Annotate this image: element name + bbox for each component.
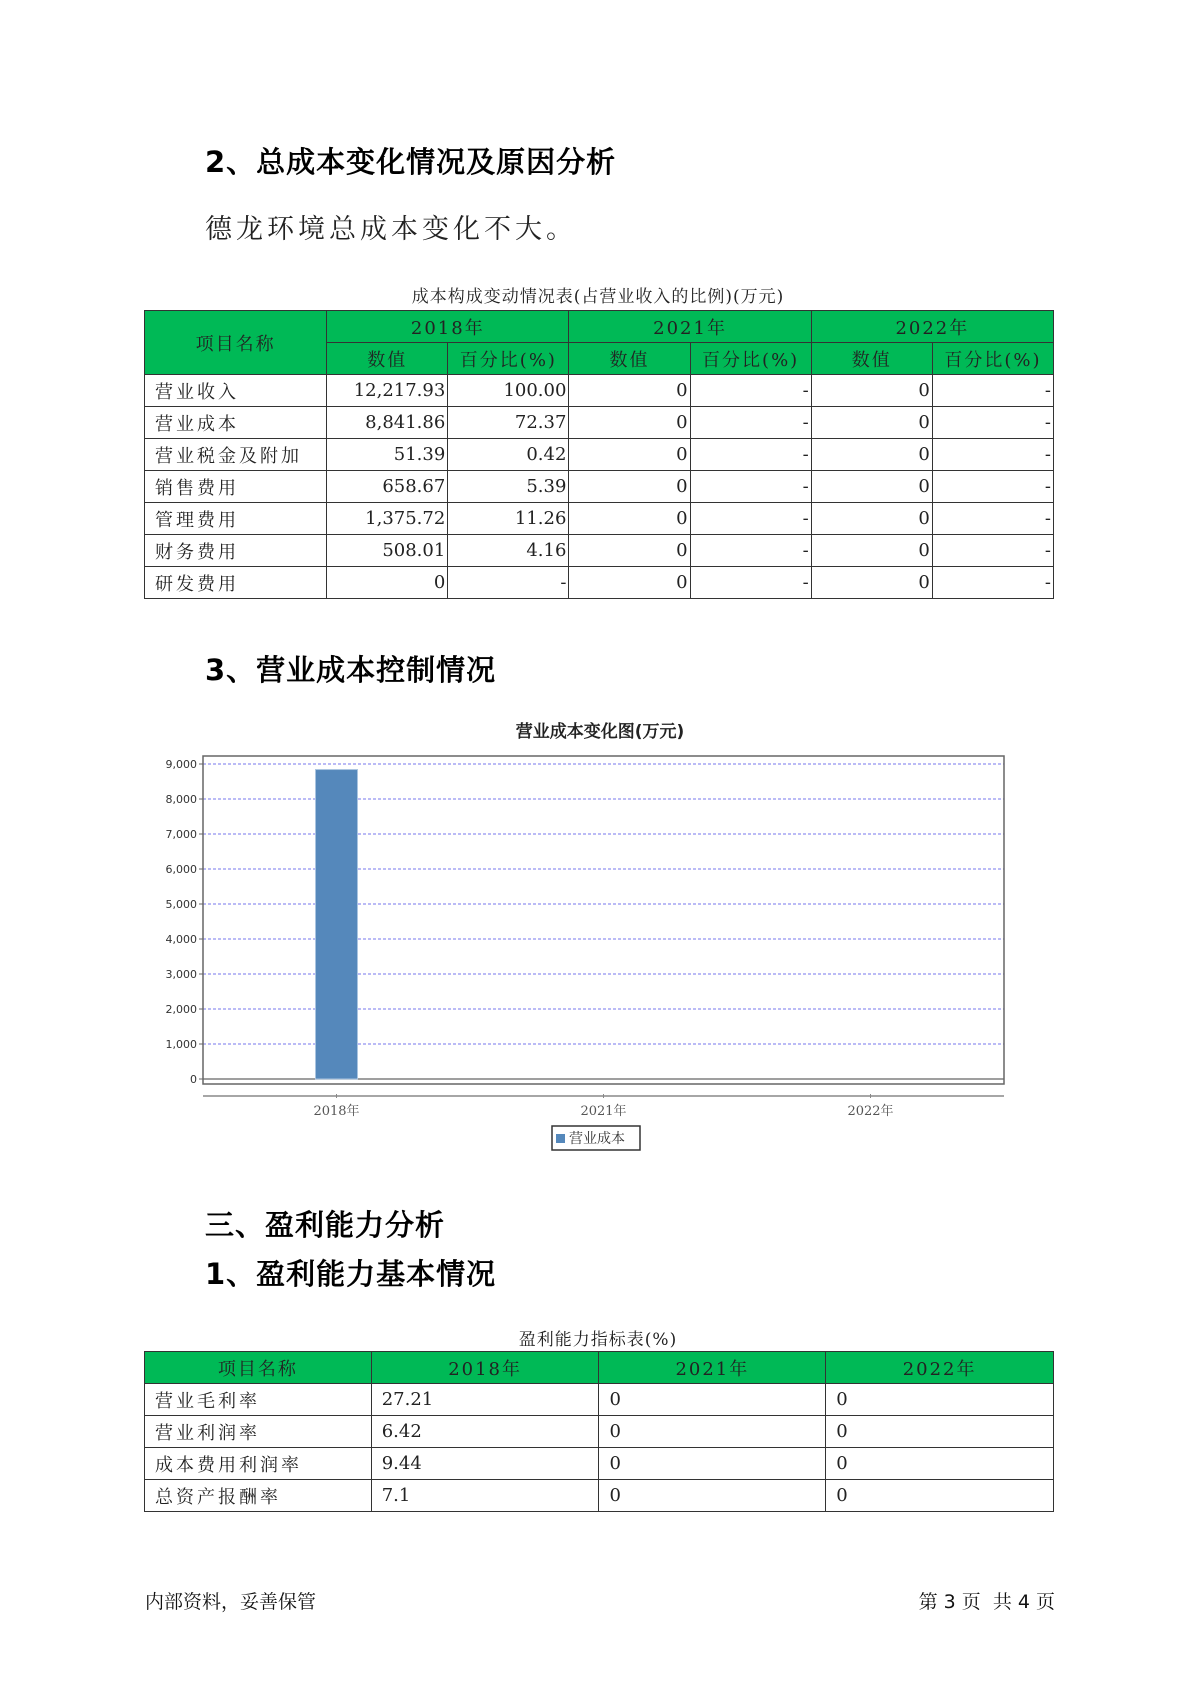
subheader-percent: 百分比(%)	[448, 343, 569, 375]
cell-value: 0	[811, 471, 932, 503]
header-item-name: 项目名称	[145, 1352, 372, 1384]
cell-percent: -	[932, 407, 1053, 439]
cell-value: 51.39	[327, 439, 448, 471]
cell-value: 0	[811, 407, 932, 439]
bar	[316, 770, 358, 1079]
table-row	[145, 1384, 1054, 1416]
profit-table-caption: 盈利能力指标表(%)	[518, 1330, 678, 1350]
cell-percent: -	[932, 503, 1053, 535]
table-row	[145, 567, 1054, 599]
row-item-name: 营业收入	[145, 375, 327, 407]
row-item-name: 营业成本	[145, 407, 327, 439]
cell-value: 0	[569, 375, 690, 407]
operating-cost-bar-chart	[150, 710, 1050, 1170]
footer-page-number: 第 3 页 共 4 页	[918, 1591, 1055, 1613]
header-year: 2021年	[569, 311, 811, 343]
subheader-percent: 百分比(%)	[932, 343, 1053, 375]
x-tick-label: 2022年	[847, 1104, 894, 1119]
legend-swatch	[556, 1134, 565, 1143]
y-tick-label: 5,000	[165, 898, 197, 911]
cell-value: 0	[811, 535, 932, 567]
cell-percent: -	[932, 375, 1053, 407]
y-tick-label: 8,000	[165, 793, 197, 806]
cell-value: 12,217.93	[327, 375, 448, 407]
x-tick-label: 2021年	[580, 1104, 627, 1119]
total-cost-paragraph: 德龙环境总成本变化不大。	[205, 214, 577, 245]
table-row	[145, 375, 1054, 407]
header-item-name: 项目名称	[145, 311, 327, 375]
y-tick-label: 7,000	[165, 828, 197, 841]
row-item-name: 营业税金及附加	[145, 439, 327, 471]
cell-value: 0	[569, 535, 690, 567]
row-item-name: 营业毛利率	[145, 1384, 372, 1416]
cell-value: 1,375.72	[327, 503, 448, 535]
cell-value: 0	[599, 1416, 826, 1448]
cell-percent: 100.00	[448, 375, 569, 407]
cell-percent: -	[690, 535, 811, 567]
cell-percent: -	[932, 567, 1053, 599]
subheader-percent: 百分比(%)	[690, 343, 811, 375]
section-heading-operating-cost: 3、营业成本控制情况	[205, 653, 497, 687]
row-item-name: 财务费用	[145, 535, 327, 567]
cell-value: 8,841.86	[327, 407, 448, 439]
cell-value: 0	[327, 567, 448, 599]
cell-value: 0	[826, 1448, 1054, 1480]
cell-percent: 0.42	[448, 439, 569, 471]
cell-value: 0	[811, 375, 932, 407]
row-item-name: 成本费用利润率	[145, 1448, 372, 1480]
cell-percent: 11.26	[448, 503, 569, 535]
table-row	[145, 503, 1054, 535]
cell-percent: -	[932, 471, 1053, 503]
cell-value: 0	[569, 439, 690, 471]
subheader-value: 数值	[569, 343, 690, 375]
y-tick-label: 1,000	[165, 1038, 197, 1051]
cell-percent: -	[690, 567, 811, 599]
row-item-name: 研发费用	[145, 567, 327, 599]
cell-value: 0	[569, 567, 690, 599]
cell-value: 658.67	[327, 471, 448, 503]
table-row	[145, 1416, 1054, 1448]
cell-value: 0	[569, 503, 690, 535]
cost-table-caption: 成本构成变动情况表(占营业收入的比例)(万元)	[411, 287, 785, 307]
profitability-table	[144, 1351, 1054, 1512]
y-tick-label: 6,000	[165, 863, 197, 876]
y-tick-label: 9,000	[165, 758, 197, 771]
cell-value: 9.44	[371, 1448, 599, 1480]
cell-percent: -	[932, 439, 1053, 471]
cell-percent: -	[690, 407, 811, 439]
row-item-name: 管理费用	[145, 503, 327, 535]
cell-value: 0	[599, 1384, 826, 1416]
row-item-name: 总资产报酬率	[145, 1480, 372, 1512]
cell-percent: -	[690, 503, 811, 535]
row-item-name: 营业利润率	[145, 1416, 372, 1448]
footer-confidential-note: 内部资料，妥善保管	[145, 1591, 317, 1613]
cell-percent: -	[448, 567, 569, 599]
cell-value: 0	[599, 1480, 826, 1512]
cell-value: 27.21	[371, 1384, 599, 1416]
table-row	[145, 407, 1054, 439]
y-tick-label: 3,000	[165, 968, 197, 981]
header-year: 2018年	[327, 311, 569, 343]
cell-value: 7.1	[371, 1480, 599, 1512]
cell-value: 0	[826, 1384, 1054, 1416]
header-year: 2022年	[826, 1352, 1054, 1384]
legend-label: 营业成本	[569, 1131, 625, 1147]
header-year: 2022年	[811, 311, 1053, 343]
cell-percent: -	[690, 375, 811, 407]
cell-percent: -	[690, 439, 811, 471]
chart-legend	[552, 1126, 640, 1150]
table-row	[145, 535, 1054, 567]
cell-value: 0	[599, 1448, 826, 1480]
cell-percent: 5.39	[448, 471, 569, 503]
subheader-value: 数值	[811, 343, 932, 375]
chart-title: 营业成本变化图(万元)	[515, 722, 685, 742]
cell-value: 0	[569, 407, 690, 439]
cell-value: 6.42	[371, 1416, 599, 1448]
subheader-value: 数值	[327, 343, 448, 375]
cell-percent: -	[932, 535, 1053, 567]
y-tick-label: 2,000	[165, 1003, 197, 1016]
cost-structure-table	[144, 310, 1054, 599]
cell-value: 0	[826, 1480, 1054, 1512]
cell-value: 0	[811, 439, 932, 471]
cell-percent: 72.37	[448, 407, 569, 439]
cell-value: 0	[569, 471, 690, 503]
x-tick-label: 2018年	[313, 1104, 360, 1119]
cell-percent: -	[690, 471, 811, 503]
table-row	[145, 439, 1054, 471]
cell-value: 0	[826, 1416, 1054, 1448]
subsection-heading-profitability-basic: 1、盈利能力基本情况	[205, 1257, 497, 1291]
row-item-name: 销售费用	[145, 471, 327, 503]
table-row	[145, 471, 1054, 503]
section-heading-profitability: 三、盈利能力分析	[205, 1208, 446, 1242]
cell-percent: 4.16	[448, 535, 569, 567]
y-tick-label: 4,000	[165, 933, 197, 946]
header-year: 2021年	[599, 1352, 826, 1384]
y-tick-label: 0	[190, 1073, 197, 1086]
cell-value: 0	[811, 503, 932, 535]
table-row	[145, 1448, 1054, 1480]
header-year: 2018年	[371, 1352, 599, 1384]
section-heading-total-cost: 2、总成本变化情况及原因分析	[205, 145, 617, 179]
cell-value: 0	[811, 567, 932, 599]
table-row	[145, 1480, 1054, 1512]
cell-value: 508.01	[327, 535, 448, 567]
